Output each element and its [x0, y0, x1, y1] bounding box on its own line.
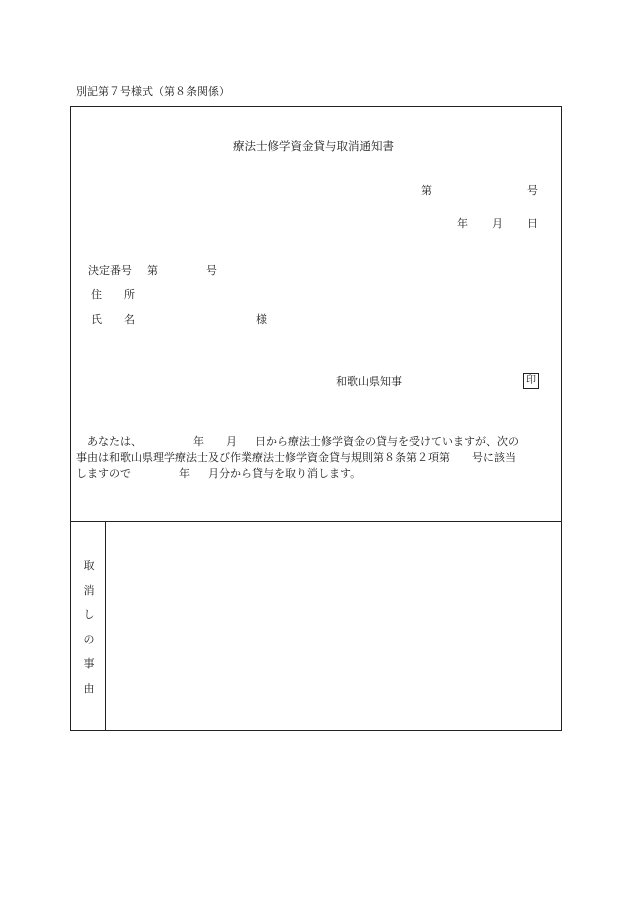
reason-column-divider [105, 521, 106, 730]
body-text: あなたは、 [76, 435, 142, 448]
form-reference: 別記第７号様式（第８条関係） [76, 85, 230, 98]
reason-label-char: 消 [83, 583, 95, 597]
reason-label-char: 事 [83, 657, 95, 670]
seal-mark: 印 [523, 373, 539, 389]
reason-label-char: 由 [83, 681, 95, 695]
body-text: 月分から貸与を取り消します。 [208, 467, 362, 480]
body-text: 事由は和歌山県理学療法士及び作業療法士修学資金貸与規則第８条第２項第 [76, 451, 450, 464]
address-label-char2: 所 [124, 288, 135, 301]
name-label-char1: 氏 [91, 313, 102, 326]
body-text: 年 [193, 435, 204, 448]
reason-label-char: し [83, 608, 95, 621]
notice-number-suffix: 号 [527, 184, 538, 197]
body-text: 月 [226, 435, 237, 448]
form-frame [70, 106, 562, 731]
reason-label-char: 取 [83, 559, 95, 572]
body-text: 号に該当 [472, 451, 516, 464]
body-text: 年 [179, 467, 190, 480]
reason-label [80, 560, 98, 707]
body-text: しますので [76, 467, 131, 480]
date-month: 月 [492, 217, 503, 230]
name-label-char2: 名 [124, 313, 135, 326]
date-day: 日 [527, 217, 538, 230]
body-text: 日から療法士修学資金の貸与を受けていますが、次の [255, 435, 519, 448]
notice-number-prefix: 第 [421, 184, 432, 197]
decision-number-label: 決定番号 [88, 264, 132, 277]
decision-number-suffix: 号 [206, 264, 217, 277]
date-year: 年 [457, 217, 468, 230]
document-title: 療法士修学資金貸与取消通知書 [233, 139, 394, 153]
reason-divider [70, 521, 561, 522]
address-label-char1: 住 [91, 288, 102, 301]
reason-label-char: の [83, 632, 95, 646]
body-line-2 [76, 452, 516, 463]
body-line-1 [76, 436, 519, 447]
issuer-title: 和歌山県知事 [336, 375, 402, 388]
decision-number-prefix: 第 [147, 264, 158, 277]
body-line-3 [76, 468, 361, 479]
name-honorific: 様 [256, 313, 267, 326]
